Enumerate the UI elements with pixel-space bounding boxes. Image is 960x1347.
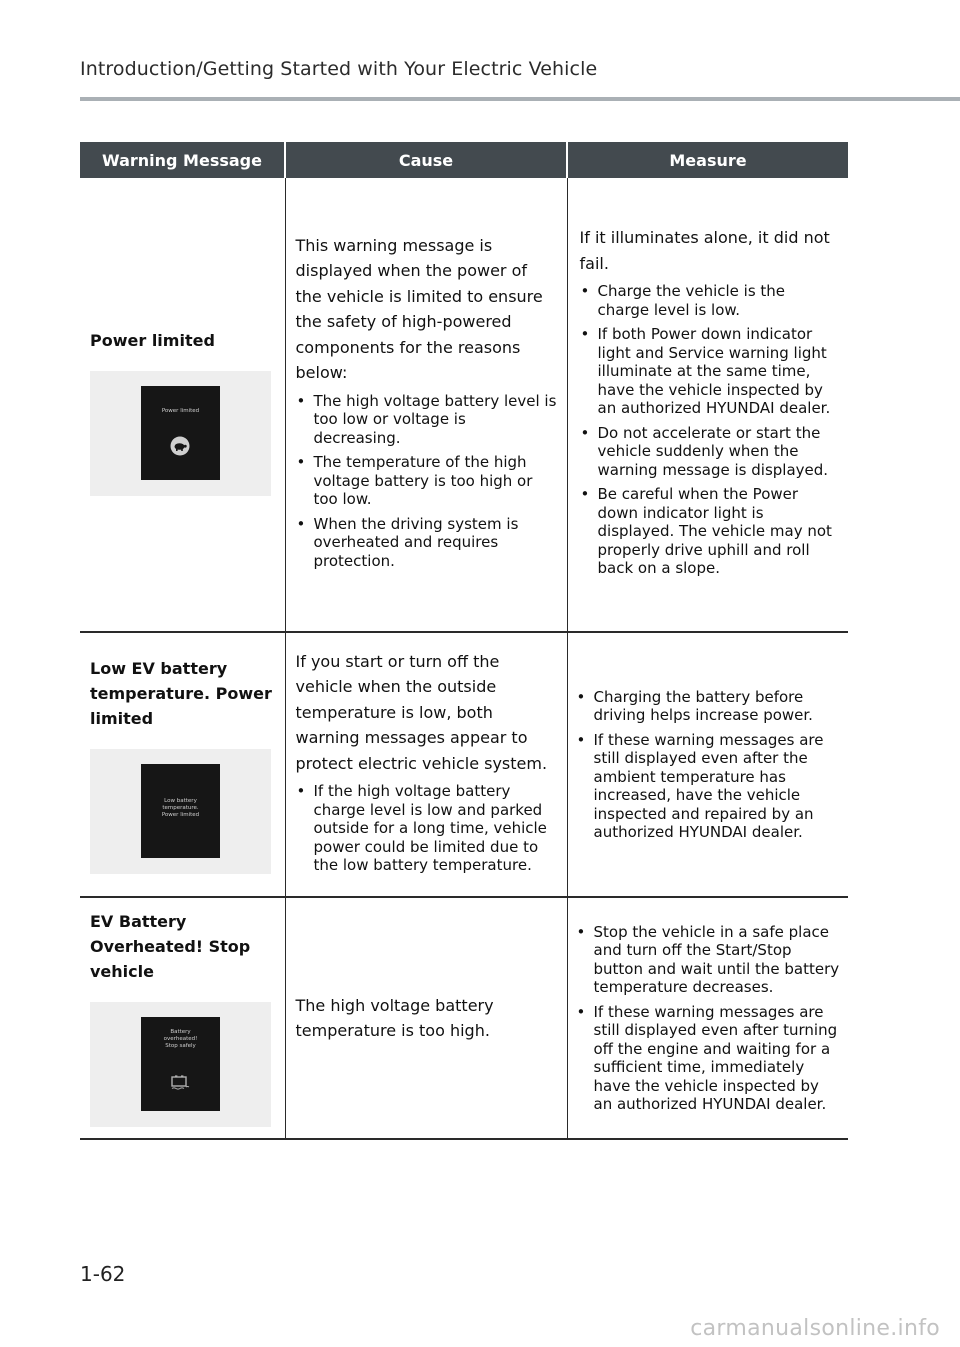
warning-message-cell <box>80 897 285 1139</box>
list-item: • Charging the battery before driving helps increase power. <box>576 688 841 725</box>
cause-text: If you start or turn off the vehicle when the outside temperature is low, both warning messages appear to protect electric vehicle system. <box>295 651 548 773</box>
header-rule <box>80 97 960 101</box>
warning-message-title: EV Battery Overheated! Stop vehicle <box>90 912 251 981</box>
cluster-display <box>141 1017 220 1111</box>
column-header-cause: Cause <box>285 142 567 178</box>
list-item: • When the driving system is overheated and requires protection. <box>296 515 557 571</box>
cause-bullet-list <box>296 782 557 875</box>
cluster-display-text: Low battery temperature. Power limited <box>161 797 200 818</box>
table-header-row <box>80 142 848 178</box>
warning-message-cell <box>80 632 285 897</box>
list-item: • The high voltage battery level is too low or voltage is decreasing. <box>296 392 557 448</box>
cause-cell <box>285 897 567 1139</box>
warning-message-cell <box>80 178 285 632</box>
table-row <box>80 897 848 1139</box>
list-item: • Do not accelerate or start the vehicle suddenly when the warning message is displayed. <box>580 424 841 480</box>
warning-screen-image <box>90 1002 271 1127</box>
cluster-display <box>141 764 220 858</box>
watermark: carmanualsonline.info <box>690 1316 940 1341</box>
measure-bullet-list <box>576 923 841 1114</box>
measure-intro-text: If it illuminates alone, it did not fail. <box>579 228 830 273</box>
page-number: 1-62 <box>80 1262 126 1286</box>
measure-bullet-list <box>580 282 841 578</box>
warning-message-title: Low EV battery temperature. Power limited <box>90 658 272 728</box>
list-item: • If the high voltage battery charge level is low and parked outside for a long time, vehicle power could be limited due to the low battery temperature. <box>296 782 557 875</box>
table-row <box>80 178 848 632</box>
list-item: • If both Power down indicator light and Service warning light illuminate at the same time, have the vehicle inspected by an authorized HYUNDAI dealer. <box>580 325 841 418</box>
list-item: • If these warning messages are still displayed even after the ambient temperature has increased, have the vehicle inspected and repaired by an authorized HYUNDAI dealer. <box>576 731 841 842</box>
cluster-display-text: Battery overheated! Stop safely <box>163 1029 198 1049</box>
warning-screen-image <box>90 371 271 496</box>
measure-cell <box>567 178 848 632</box>
cause-cell <box>285 632 567 897</box>
page-header-title: Introduction/Getting Started with Your Electric Vehicle <box>80 58 598 80</box>
list-item: • The temperature of the high voltage battery is too high or too low. <box>296 453 557 509</box>
warning-screen-image <box>90 749 271 874</box>
list-item: • Be careful when the Power down indicator light is displayed. The vehicle may not properly drive uphill and roll back on a slope. <box>580 485 841 578</box>
measure-cell <box>567 897 848 1139</box>
warning-table <box>80 142 848 1140</box>
cause-bullet-list <box>296 392 557 571</box>
list-item: • Stop the vehicle in a safe place and turn off the Start/Stop button and wait until the battery temperature decreases. <box>576 923 841 997</box>
cause-text: This warning message is displayed when the power of the vehicle is limited to ensure the safety of high-powered components for the reasons below: <box>295 235 543 383</box>
table-row <box>80 632 848 897</box>
column-header-measure: Measure <box>567 142 848 178</box>
cause-cell <box>285 178 567 632</box>
cluster-display <box>141 386 220 480</box>
cluster-display-text: Power limited <box>161 407 200 414</box>
column-header-warning-message: Warning Message <box>80 142 285 178</box>
measure-cell <box>567 632 848 897</box>
measure-bullet-list <box>576 688 841 842</box>
turtle-icon <box>170 436 190 456</box>
battery-temperature-icon <box>170 1071 190 1091</box>
cause-text: The high voltage battery temperature is too high. <box>295 995 494 1040</box>
list-item: • Charge the vehicle is the charge level is low. <box>580 282 841 319</box>
warning-message-title: Power limited <box>90 330 215 350</box>
list-item: • If these warning messages are still displayed even after turning off the engine and waiting for a sufficient time, immediately have the vehicle inspected by an authorized HYUNDAI dealer. <box>576 1003 841 1114</box>
